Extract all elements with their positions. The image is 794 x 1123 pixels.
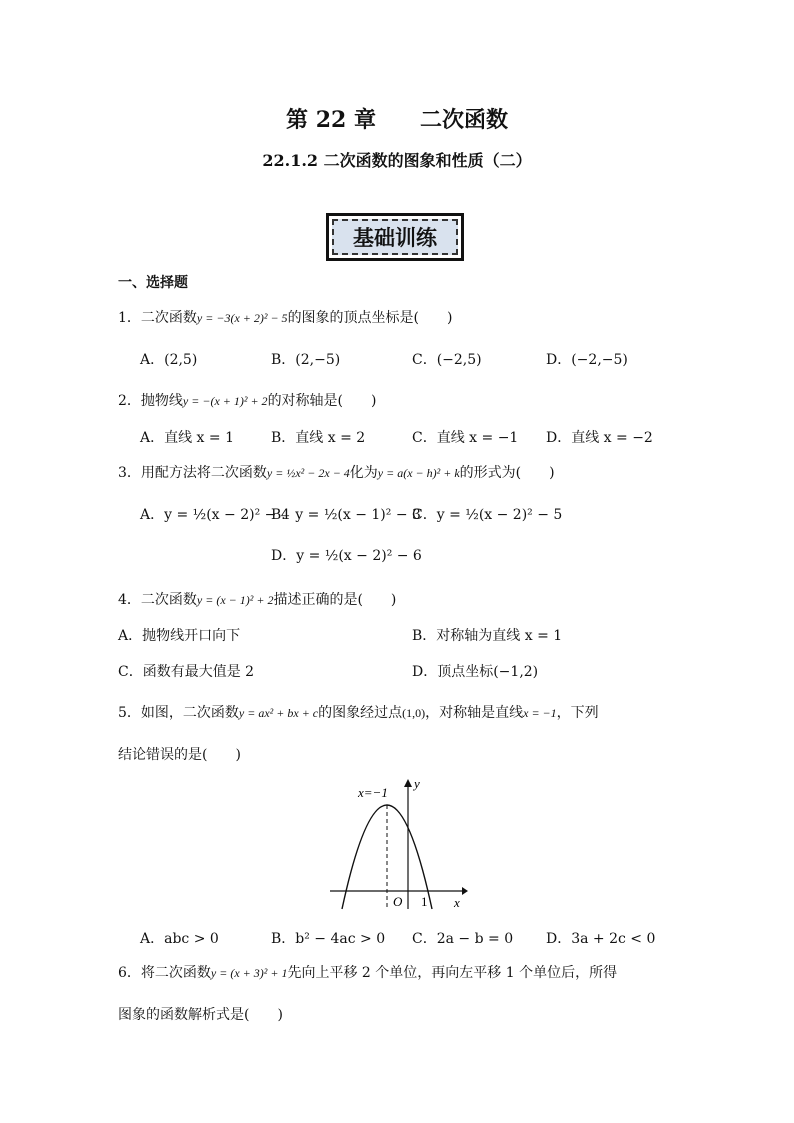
- q3-formula: y = ½x² − 2x − 4: [266, 466, 350, 480]
- question-5-stem: [118, 702, 599, 722]
- q1-option-d[interactable]: D．(−2,−5): [546, 352, 628, 368]
- q5-formula: y = ax² + bx + c: [238, 706, 319, 720]
- q3-option-d[interactable]: D．y = ½(x − 2)² − 6: [271, 548, 422, 564]
- q4-option-d[interactable]: D．顶点坐标(−1,2): [412, 664, 539, 680]
- q3-text: 3．用配方法将二次函数: [118, 465, 267, 481]
- q5-point: (1,0): [402, 706, 426, 720]
- q5-option-a[interactable]: A．abc > 0: [140, 931, 219, 947]
- q5-option-c[interactable]: C．2a − b = 0: [412, 931, 514, 947]
- origin-label: O: [393, 894, 403, 909]
- question-3-stem: [118, 462, 555, 482]
- q4-formula: y = (x − 1)² + 2: [196, 593, 274, 607]
- q5-text-mid: 的图象经过点: [318, 705, 403, 721]
- q2-text: 2．抛物线: [118, 393, 183, 409]
- section-title: 22.1.2 二次函数的图象和性质（二）: [262, 151, 532, 170]
- q1-option-c[interactable]: C．(−2,5): [412, 352, 482, 368]
- q1-text-end: 的图象的顶点坐标是( ): [287, 310, 453, 326]
- x-axis-label: x: [454, 895, 460, 910]
- question-6-stem-line2: 图象的函数解析式是( ): [118, 1007, 283, 1023]
- q5-option-b[interactable]: B．b² − 4ac > 0: [271, 931, 386, 947]
- q2-option-a[interactable]: A．直线 x = 1: [140, 430, 234, 446]
- q6-formula: y = (x + 3)² + 1: [210, 966, 288, 980]
- question-2-stem: [118, 390, 377, 410]
- q2-text-end: 的对称轴是( ): [267, 393, 377, 409]
- q4-option-c[interactable]: C．函数有最大值是 2: [118, 664, 255, 680]
- question-4-stem: [118, 589, 396, 609]
- q2-formula: y = −(x + 1)² + 2: [182, 394, 268, 408]
- q4-text: 4．二次函数: [118, 592, 197, 608]
- q1-text: 1．二次函数: [118, 310, 197, 326]
- q3-formula-2: y = a(x − h)² + k: [377, 466, 460, 480]
- q3-option-c[interactable]: C．y = ½(x − 2)² − 5: [412, 507, 563, 523]
- q3-text-end: 的形式为( ): [459, 465, 555, 481]
- q3-text-mid: 化为: [349, 465, 378, 481]
- q5-axis: x = −1: [523, 706, 557, 720]
- banner-label: 基础训练: [332, 219, 458, 255]
- x-axis-arrow: [462, 887, 468, 895]
- chapter-title: 第 22 章 二次函数: [286, 107, 508, 133]
- q2-option-b[interactable]: B．直线 x = 2: [271, 430, 366, 446]
- y-axis-arrow: [404, 779, 412, 787]
- q2-option-c[interactable]: C．直线 x = −1: [412, 430, 519, 446]
- practice-banner: [326, 213, 464, 261]
- question-5-stem-line2: 结论错误的是( ): [118, 747, 241, 763]
- q2-option-d[interactable]: D．直线 x = −2: [546, 430, 653, 446]
- q4-text-end: 描述正确的是( ): [273, 592, 397, 608]
- q6-text-end: 先向上平移 2 个单位，再向左平移 1 个单位后，所得: [287, 965, 618, 981]
- q5-option-d[interactable]: D．3a + 2c < 0: [546, 931, 656, 947]
- q1-formula: y = −3(x + 2)² − 5: [196, 311, 288, 325]
- q4-option-b[interactable]: B．对称轴为直线 x = 1: [412, 628, 563, 644]
- q5-text-mid2: ，对称轴是直线: [425, 705, 524, 721]
- q3-option-a[interactable]: A．y = ½(x − 2)² − 4: [140, 507, 290, 523]
- q3-option-b[interactable]: B．y = ½(x − 1)² − 3: [271, 507, 421, 523]
- question-6-stem: [118, 962, 617, 982]
- section-heading: 一、选择题: [118, 275, 188, 291]
- q5-text: 5．如图，二次函数: [118, 705, 239, 721]
- question-1-stem: [118, 307, 453, 327]
- tick-label-1: 1: [421, 894, 428, 909]
- q1-option-b[interactable]: B．(2,−5): [271, 352, 341, 368]
- symmetry-label: x=−1: [358, 785, 388, 800]
- q5-text-end: ，下列: [556, 705, 599, 721]
- parabola-figure: [328, 775, 468, 910]
- q6-text: 6．将二次函数: [118, 965, 211, 981]
- q1-option-a[interactable]: A．(2,5): [140, 352, 198, 368]
- y-axis-label: y: [414, 776, 420, 791]
- q4-option-a[interactable]: A．抛物线开口向下: [118, 628, 241, 644]
